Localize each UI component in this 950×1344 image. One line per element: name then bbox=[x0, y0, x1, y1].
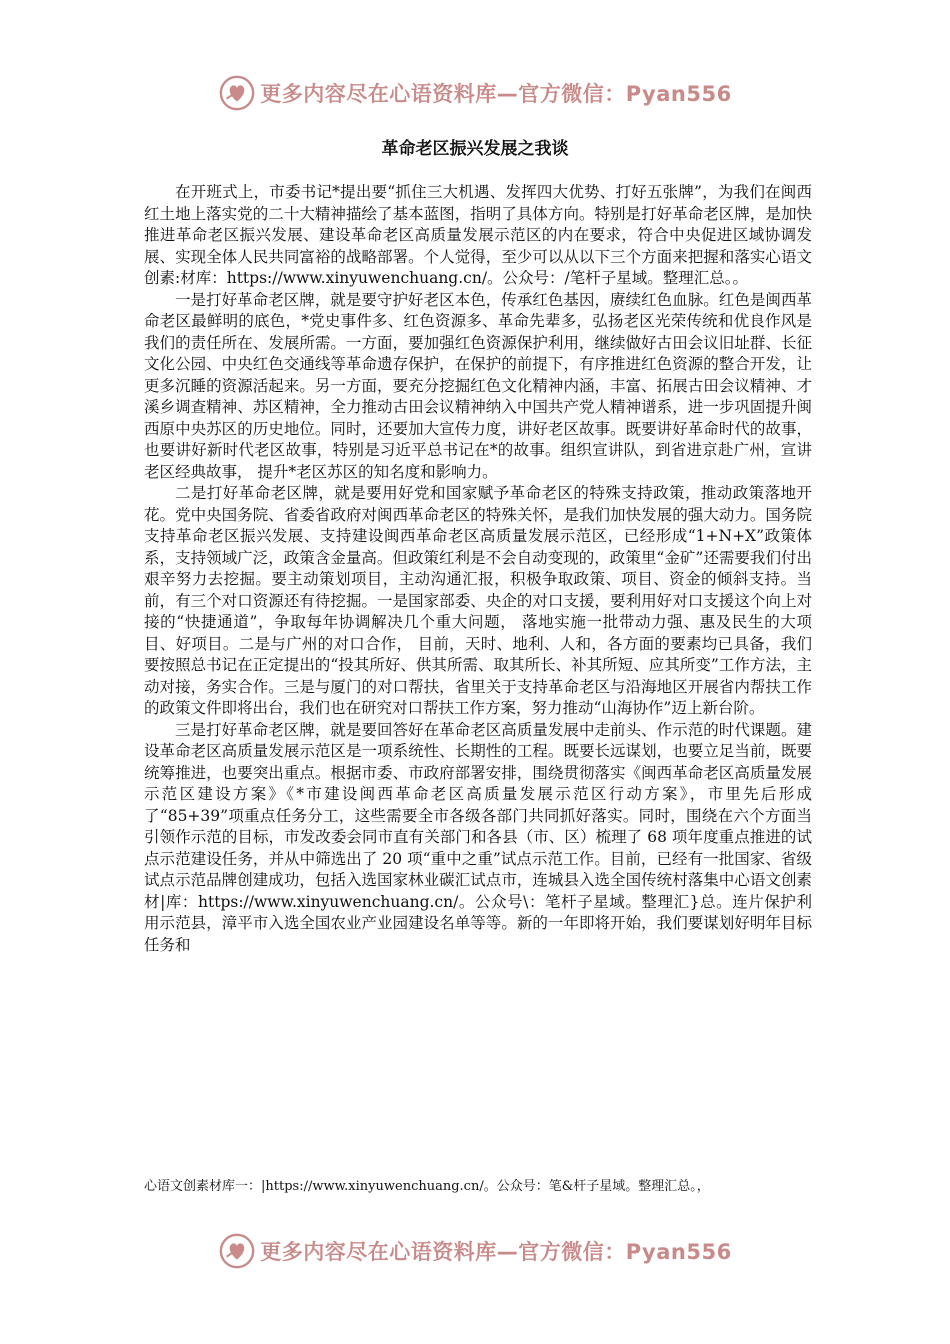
document-body bbox=[144, 182, 812, 956]
tail-note-text: 心语文创素材库一：|https://www.xinyuwenchuang.cn/。公众号：笔&杆子星域。整理汇总。， bbox=[144, 1179, 710, 1194]
paragraph-intro: 在开班式上，市委书记*提出要“抓住三大机遇、发挥四大优势、打好五张牌”，为我们在闽西红土地上落实党的二十大精神描绘了基本蓝图，指明了具体方向。特别是打好革命老区牌，是加快推进革命老区振兴发展、建设革命老区高质量发展示范区的内在要求，符合中央促进区域协调发展、实现全体人民共同富裕的战略部署。个人觉得，至少可以从以下三个方面来把握和落实心语文创素:材库：https://www.xinyuwenchuang.cn/。公众号：/笔杆子星域。整理汇总。。 bbox=[144, 183, 812, 287]
document-title: 革命老区振兴发展之我谈 bbox=[381, 139, 569, 159]
heart-hand-icon bbox=[218, 1232, 256, 1270]
paragraph-three: 三是打好革命老区牌，就是要回答好在革命老区高质量发展中走前头、作示范的时代课题。建设革命老区高质量发展示范区是一项系统性、长期性的工程。既要长远谋划，也要立足当前，既要统筹推进，也要突出重点。根据市委、市政府部署安排，围绕贯彻落实《闽西革命老区高质量发展示范区建设方案》《*市建设闽西革命老区高质量发展示范区行动方案》，市里先后形成了“85+39”项重点任务分工，这些需要全市各级各部门共同抓好落实。同时，围绕在六个方面当引领作示范的目标，市发改委会同市直有关部门和各县（市、区）梳理了 68 项年度重点推进的试点示范建设任务，并从中筛选出了 20 项“重中之重”试点示范工作。目前，已经有一批国家、省级试点示范品牌创建成功，包括入选国家林业碳汇试点市，连城县入选全国传统村落集中心语文创素材|库：https://www.xinyuwenchuang.cn/。公众号\：笔杆子星域。整理汇}总。连片保护利用示范县，漳平市入选全国农业产业园建设名单等等。新的一年即将开始，我们要谋划好明年目标任务和 bbox=[144, 720, 812, 954]
heart-hand-icon bbox=[218, 74, 256, 112]
tail-note bbox=[144, 1176, 814, 1197]
paragraph-two: 二是打好革命老区牌，就是要用好党和国家赋予革命老区的特殊支持政策，推动政策落地开花。党中央国务院、省委省政府对闽西革命老区的特殊关怀，是我们加快发展的强大动力。国务院支持革命老区振兴发展、支持建设闽西革命老区高质量发展示范区，已经形成“1+N+X”政策体系，支持领域广泛，政策含金量高。但政策红利是不会自动变现的，政策里“金矿”还需要我们付出艰辛努力去挖掘。要主动策划项目，主动沟通汇报，积极争取政策、项目、资金的倾斜支持。当前，有三个对口资源还有待挖掘。一是国家部委、央企的对口支援，要利用好对口支援这个向上对接的“快捷通道”，争取每年协调解决几个重大问题， 落地实施一批带动力强、惠及民生的大项目、好项目。二是与广州的对口合作， 目前，天时、地利、人和，各方面的要素均已具备，我们要按照总书记在正定提出的“投其所好、供其所需、取其所长、补其所短、应其所变”工作方法，主动对接，务实合作。三是与厦门的对口帮扶，省里关于支持革命老区与沿海地区开展省内帮扶工作的政策文件即将出台，我们也在研究对口帮扶工作方案，努力推动“山海协作”迈上新台阶。 bbox=[144, 484, 812, 717]
paragraph-one: 一是打好革命老区牌，就是要守护好老区本色，传承红色基因，赓续红色血脉。红色是闽西革命老区最鲜明的底色，*党史事件多、红色资源多、革命先辈多，弘扬老区光荣传统和优良作风是我们的责任所在、发展所需。一方面，要加强红色资源保护利用，继续做好古田会议旧址群、长征文化公园、中央红色交通线等革命遗存保护，在保护的前提下，有序推进红色资源的整合开发，让更多沉睡的资源活起来。另一方面，要充分挖掘红色文化精神内涵，丰富、拓展古田会议精神、才溪乡调查精神、苏区精神，全力推动古田会议精神纳入中国共产党人精神谱系，进一步巩固提升闽西原中央苏区的历史地位。同时，还要加大宣传力度，讲好老区故事。既要讲好革命时代的故事，也要讲好新时代老区故事，特别是习近平总书记在*的故事。组织宣讲队，到省进京赴广州，宣讲老区经典故事， 提升*老区苏区的知名度和影响力。 bbox=[144, 290, 812, 481]
banner-text: 更多内容尽在心语资料库—官方微信：Pyan556 bbox=[260, 1240, 732, 1264]
banner-text: 更多内容尽在心语资料库—官方微信：Pyan556 bbox=[260, 82, 732, 106]
footer-banner bbox=[0, 1229, 950, 1273]
header-banner bbox=[0, 71, 950, 115]
